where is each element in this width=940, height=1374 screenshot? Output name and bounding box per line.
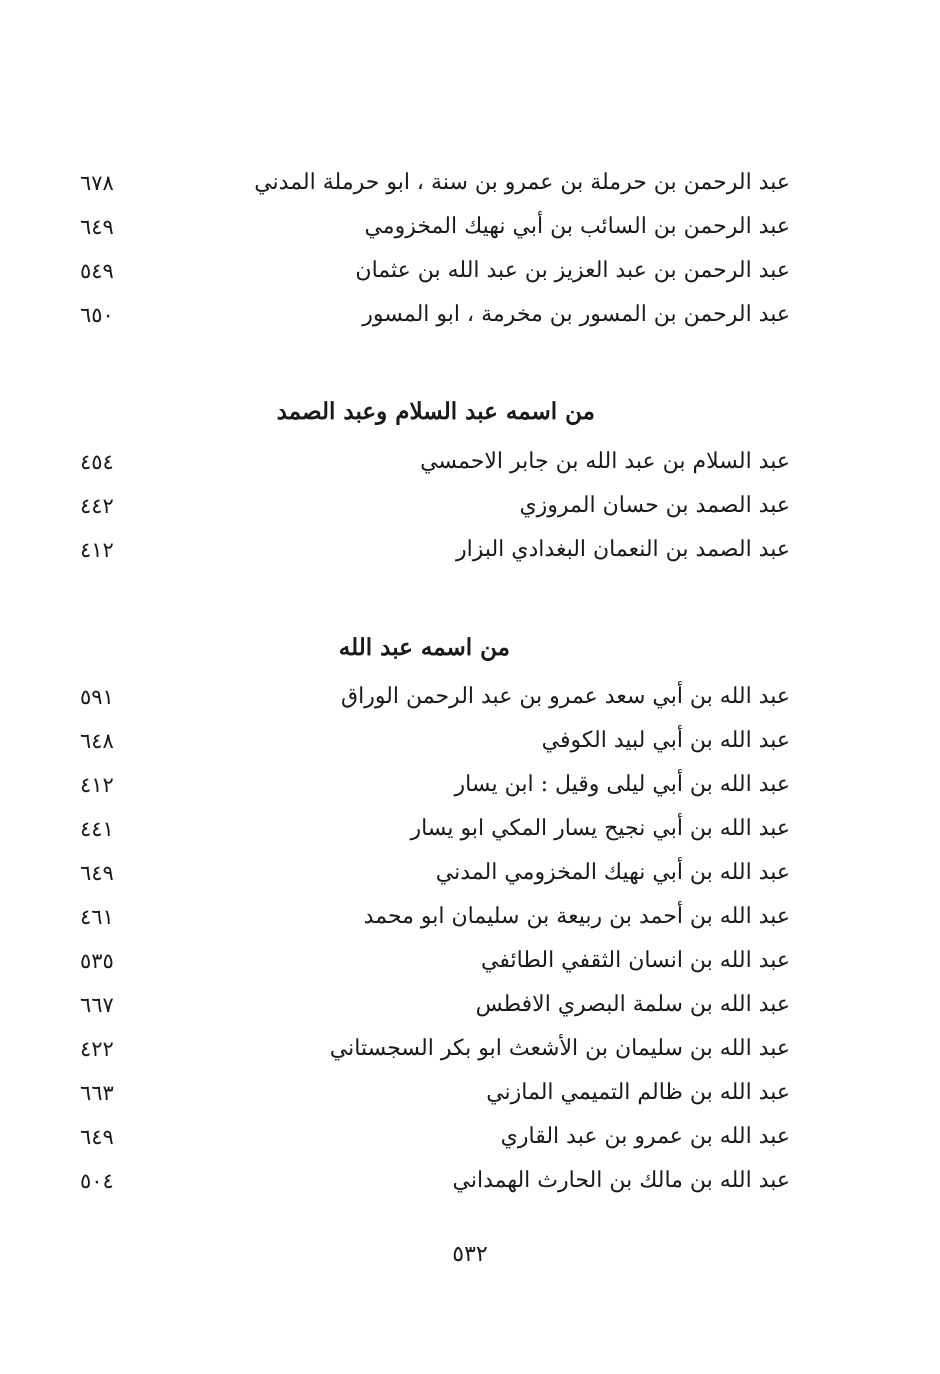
entry-page-number: ٦٤٨	[80, 729, 114, 753]
entry-page-number: ٦٤٩	[80, 215, 114, 239]
entry-page-number: ٤٦١	[80, 905, 114, 929]
entry-name: عبد الله بن سليمان بن الأشعث ابو بكر السجستاني	[329, 1036, 790, 1061]
entry-name: عبد الله بن أبي سعد عمرو بن عبد الرحمن الوراق	[341, 684, 790, 709]
entry-name: عبد الله بن أبي ليلى وقيل : ابن يسار	[454, 772, 790, 797]
entry-name: عبد الصمد بن النعمان البغدادي البزار	[455, 537, 790, 562]
entry-page-number: ٦٧٨	[80, 171, 114, 195]
index-entry	[80, 809, 790, 849]
entry-name: عبد الله بن انسان الثقفي الطائفي	[481, 948, 790, 973]
index-entry	[80, 677, 790, 717]
entry-page-number: ٤١٢	[80, 538, 114, 562]
entry-page-number: ٤١٢	[80, 773, 114, 797]
index-entry	[80, 530, 790, 570]
index-entry	[80, 486, 790, 526]
entry-name: عبد الله بن أبي نهيك المخزومي المدني	[435, 860, 790, 885]
entry-name: عبد الله بن أحمد بن ربيعة بن سليمان ابو محمد	[363, 904, 790, 929]
section-heading: من اسمه عبد السلام وعبد الصمد	[276, 398, 595, 425]
page-number: ٥٣٢	[452, 1242, 488, 1267]
entry-name: عبد الصمد بن حسان المروزي	[519, 493, 790, 518]
entry-name: عبد الرحمن بن المسور بن مخرمة ، ابو المسور	[362, 302, 790, 327]
index-entry	[80, 442, 790, 482]
entry-name: عبد الله بن سلمة البصري الافطس	[475, 992, 790, 1017]
entry-page-number: ٥٤٩	[80, 259, 114, 283]
index-entry	[80, 295, 790, 335]
entry-page-number: ٦٤٩	[80, 861, 114, 885]
index-entry	[80, 765, 790, 805]
index-entry	[80, 251, 790, 291]
index-entry	[80, 1161, 790, 1201]
entry-name: عبد الله بن ظالم التميمي المازني	[486, 1080, 790, 1105]
index-entry	[80, 1073, 790, 1113]
entry-page-number: ٥٩١	[80, 685, 114, 709]
index-entry	[80, 985, 790, 1025]
entry-name: عبد الرحمن بن حرملة بن عمرو بن سنة ، ابو حرملة المدني	[254, 170, 790, 195]
index-entry	[80, 853, 790, 893]
entry-name: عبد الله بن أبي نجيح يسار المكي ابو يسار	[410, 816, 790, 841]
index-entry	[80, 207, 790, 247]
entry-page-number: ٦٦٣	[80, 1081, 114, 1105]
entry-name: عبد الله بن أبي لبيد الكوفي	[541, 728, 790, 753]
entry-name: عبد السلام بن عبد الله بن جابر الاحمسي	[420, 449, 790, 474]
entry-name: عبد الله بن مالك بن الحارث الهمداني	[452, 1168, 790, 1193]
index-entry	[80, 163, 790, 203]
entry-name: عبد الرحمن بن السائب بن أبي نهيك المخزومي	[364, 214, 790, 239]
entry-page-number: ٦٦٧	[80, 993, 114, 1017]
entry-name: عبد الرحمن بن عبد العزيز بن عبد الله بن عثمان	[355, 258, 790, 283]
entry-page-number: ٤٤٢	[80, 494, 114, 518]
entry-page-number: ٤٢٢	[80, 1037, 114, 1061]
index-entry	[80, 897, 790, 937]
index-entry	[80, 941, 790, 981]
entry-page-number: ٦٥٠	[80, 303, 114, 327]
entry-page-number: ٤٤١	[80, 817, 114, 841]
entry-page-number: ٦٤٩	[80, 1125, 114, 1149]
index-entry	[80, 721, 790, 761]
entry-page-number: ٥٣٥	[80, 949, 114, 973]
entry-page-number: ٥٠٤	[80, 1169, 114, 1193]
entry-page-number: ٤٥٤	[80, 450, 114, 474]
index-entry	[80, 1117, 790, 1157]
index-entry	[80, 1029, 790, 1069]
entry-name: عبد الله بن عمرو بن عبد القاري	[500, 1124, 790, 1149]
section-heading: من اسمه عبد الله	[338, 634, 510, 661]
